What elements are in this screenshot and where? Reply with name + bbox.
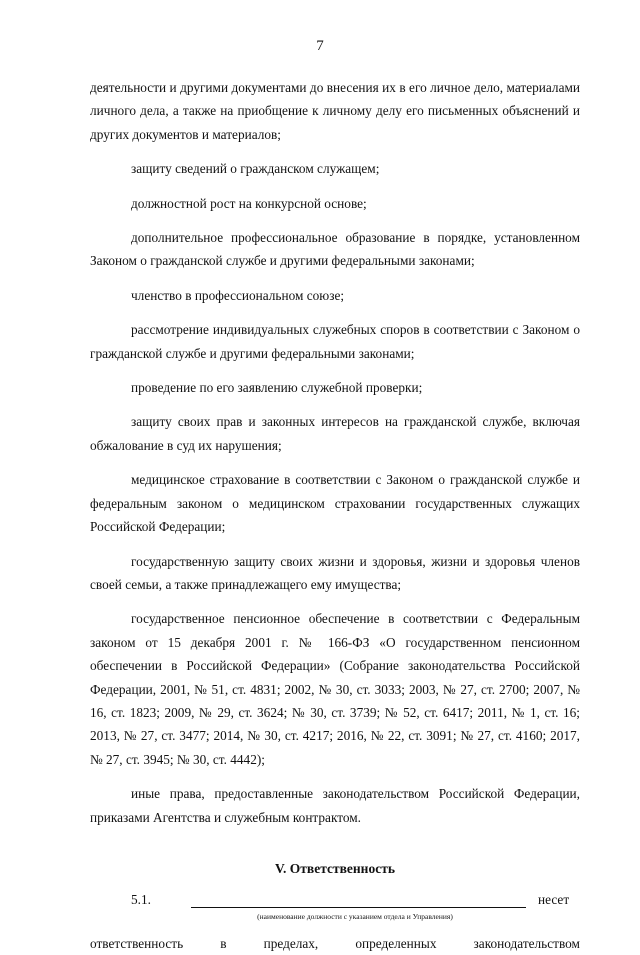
word: законодательством xyxy=(473,935,580,951)
word: ответственность xyxy=(90,935,184,951)
paragraph: проведение по его заявлению служебной проверки; xyxy=(131,380,423,396)
section-heading: V. Ответственность xyxy=(275,860,395,876)
paragraph: должностной рост на конкурсной основе; xyxy=(131,195,367,211)
clause-row xyxy=(90,888,580,911)
paragraph: защиту сведений о гражданском служащем; xyxy=(131,161,380,177)
word: в xyxy=(220,935,227,951)
paragraph: дополнительное профессиональное образование в порядке, установленном Законом о гражданской службе и другими федеральными законами; xyxy=(90,230,580,269)
page-number: 7 xyxy=(316,38,324,54)
paragraph: защиту своих прав и законных интересов на гражданской службе, включая обжалование в суд их нарушения; xyxy=(90,414,580,453)
fill-in-blank-line xyxy=(191,891,526,908)
paragraph: членство в профессиональном союзе; xyxy=(131,287,345,303)
word: определенных xyxy=(355,935,437,951)
clause-number: 5.1. xyxy=(131,892,151,908)
paragraph: деятельности и другими документами до внесения их в его личное дело, материалами личного дела, а также на приобщение к личному делу его письменных объяснений и других документов и материалов; xyxy=(90,80,580,142)
blank-caption: (наименование должности с указанием отдела и Управления) xyxy=(257,911,453,921)
word: пределах, xyxy=(263,935,319,951)
clause-tail: несет xyxy=(538,892,570,908)
paragraph: рассмотрение индивидуальных служебных споров в соответствии с Законом о гражданской службе и другими федеральными законами; xyxy=(90,322,580,361)
paragraph: иные права, предоставленные законодательством Российской Федерации, приказами Агентства и служебным контрактом. xyxy=(90,786,580,825)
paragraph: государственное пенсионное обеспечение в соответствии с Федеральным законом от 15 декабря 2001 г. № 166-ФЗ «О государственном пенсионном обеспечении в Российской Федерации» (Собрание законодательства Российской Федерации, 2001, № 51, ст. 4831; 2002, № 30, ст. 3033; 2003, № 27, ст. 2700; 2007, № 16, ст. 1823; 2009, № 29, ст. 3624; № 30, ст. 3739; № 52, ст. 6417; 2011, № 1, ст. 16; 2013, № 27, ст. 3477; 2014, № 30, ст. 4217; 2016, № 22, ст. 3091; № 27, ст. 4160; 2017, № 27, ст. 3945; № 30, ст. 4442); xyxy=(90,611,580,767)
last-line xyxy=(90,932,580,955)
document-body xyxy=(90,76,580,955)
paragraph: государственную защиту своих жизни и здоровья, жизни и здоровья членов своей семьи, а также принадлежащего ему имущества; xyxy=(90,553,580,592)
paragraph: медицинское страхование в соответствии с Законом о гражданской службе и федеральным законом о медицинском страховании государственных служащих Российской Федерации; xyxy=(90,472,580,535)
